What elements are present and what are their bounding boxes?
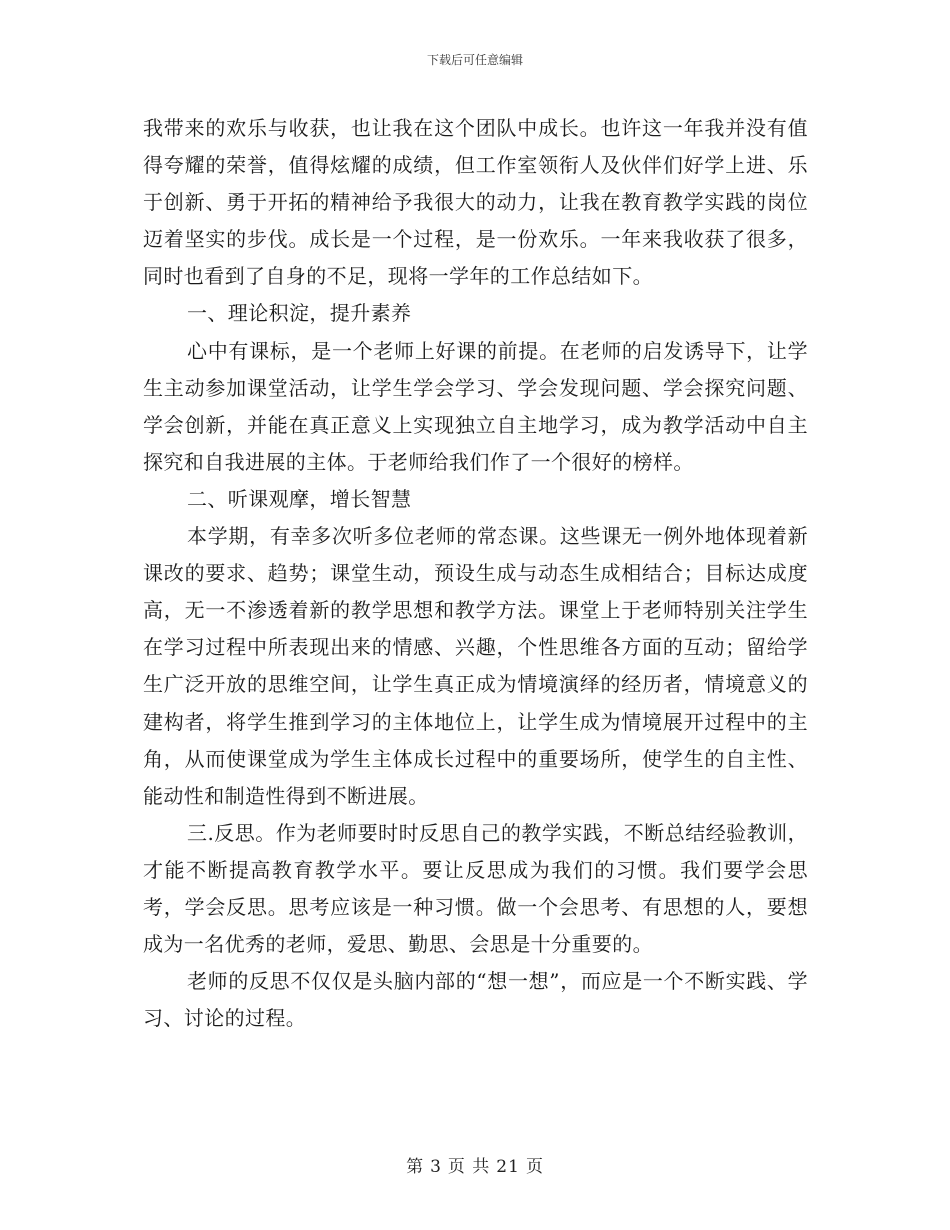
page-label-prefix: 第 [406,1157,425,1177]
current-page-number: 3 [430,1157,442,1177]
page-footer [0,1157,950,1177]
body-paragraph: 我带来的欢乐与收获，也让我在这个团队中成长。也许这一年我并没有值得夸耀的荣誉，值得炫耀的成绩，但工作室领衔人及伙伴们好学上进、乐于创新、勇于开拓的精神给予我很大的动力，让我在教育教学实践的岗位迈着坚实的步伐。成长是一个过程，是一份欢乐。一年来我收获了很多，同时也看到了自身的不足，现将一学年的工作总结如下。 [143,116,808,289]
section-heading: 二、听课观摩，增长智慧 [187,486,412,511]
body-paragraph: 三.反思。作为老师要时时反思自己的教学实践，不断总结经验教训，才能不断提高教育教学水平。要让反思成为我们的习惯。我们要学会思考，学会反思。思考应该是一种习惯。做一个会思考、有思想的人，要想成为一名优秀的老师，爱思、勤思、会思是十分重要的。 [143,820,808,957]
body-paragraph: 心中有课标，是一个老师上好课的前提。在老师的启发诱导下，让学生主动参加课堂活动，让学生学会学习、学会发现问题、学会探究问题、学会创新，并能在真正意义上实现独立自主地学习，成为教学活动中自主探究和自我进展的主体。于老师给我们作了一个很好的榜样。 [143,338,808,474]
document-body [143,110,808,1037]
page-header [0,52,950,68]
section-heading: 一、理论积淀，提升素养 [187,301,412,326]
header-note: 下载后可任意编辑 [426,53,523,67]
total-pages-number: 21 [496,1157,520,1177]
body-paragraph: 本学期，有幸多次听多位老师的常态课。这些课无一例外地体现着新课改的要求、趋势；课堂生动，预设生成与动态生成相结合；目标达成度高，无一不渗透着新的教学思想和教学方法。课堂上于老师特别关注学生在学习过程中所表现出来的情感、兴趣，个性思维各方面的互动；留给学生广泛开放的思维空间，让学生真正成为情境演绎的经历者，情境意义的建构者，将学生推到学习的主体地位上，让学生成为情境展开过程中的主角，从而使课堂成为学生主体成长过程中的重要场所，使学生的自主性、能动性和制造性得到不断进展。 [143,524,808,808]
page-label-middle: 页 共 [447,1157,491,1177]
body-paragraph: 老师的反思不仅仅是头脑内部的“想一想”，而应是一个不断实践、学习、讨论的过程。 [143,969,808,1031]
page-label-suffix: 页 [525,1157,544,1177]
